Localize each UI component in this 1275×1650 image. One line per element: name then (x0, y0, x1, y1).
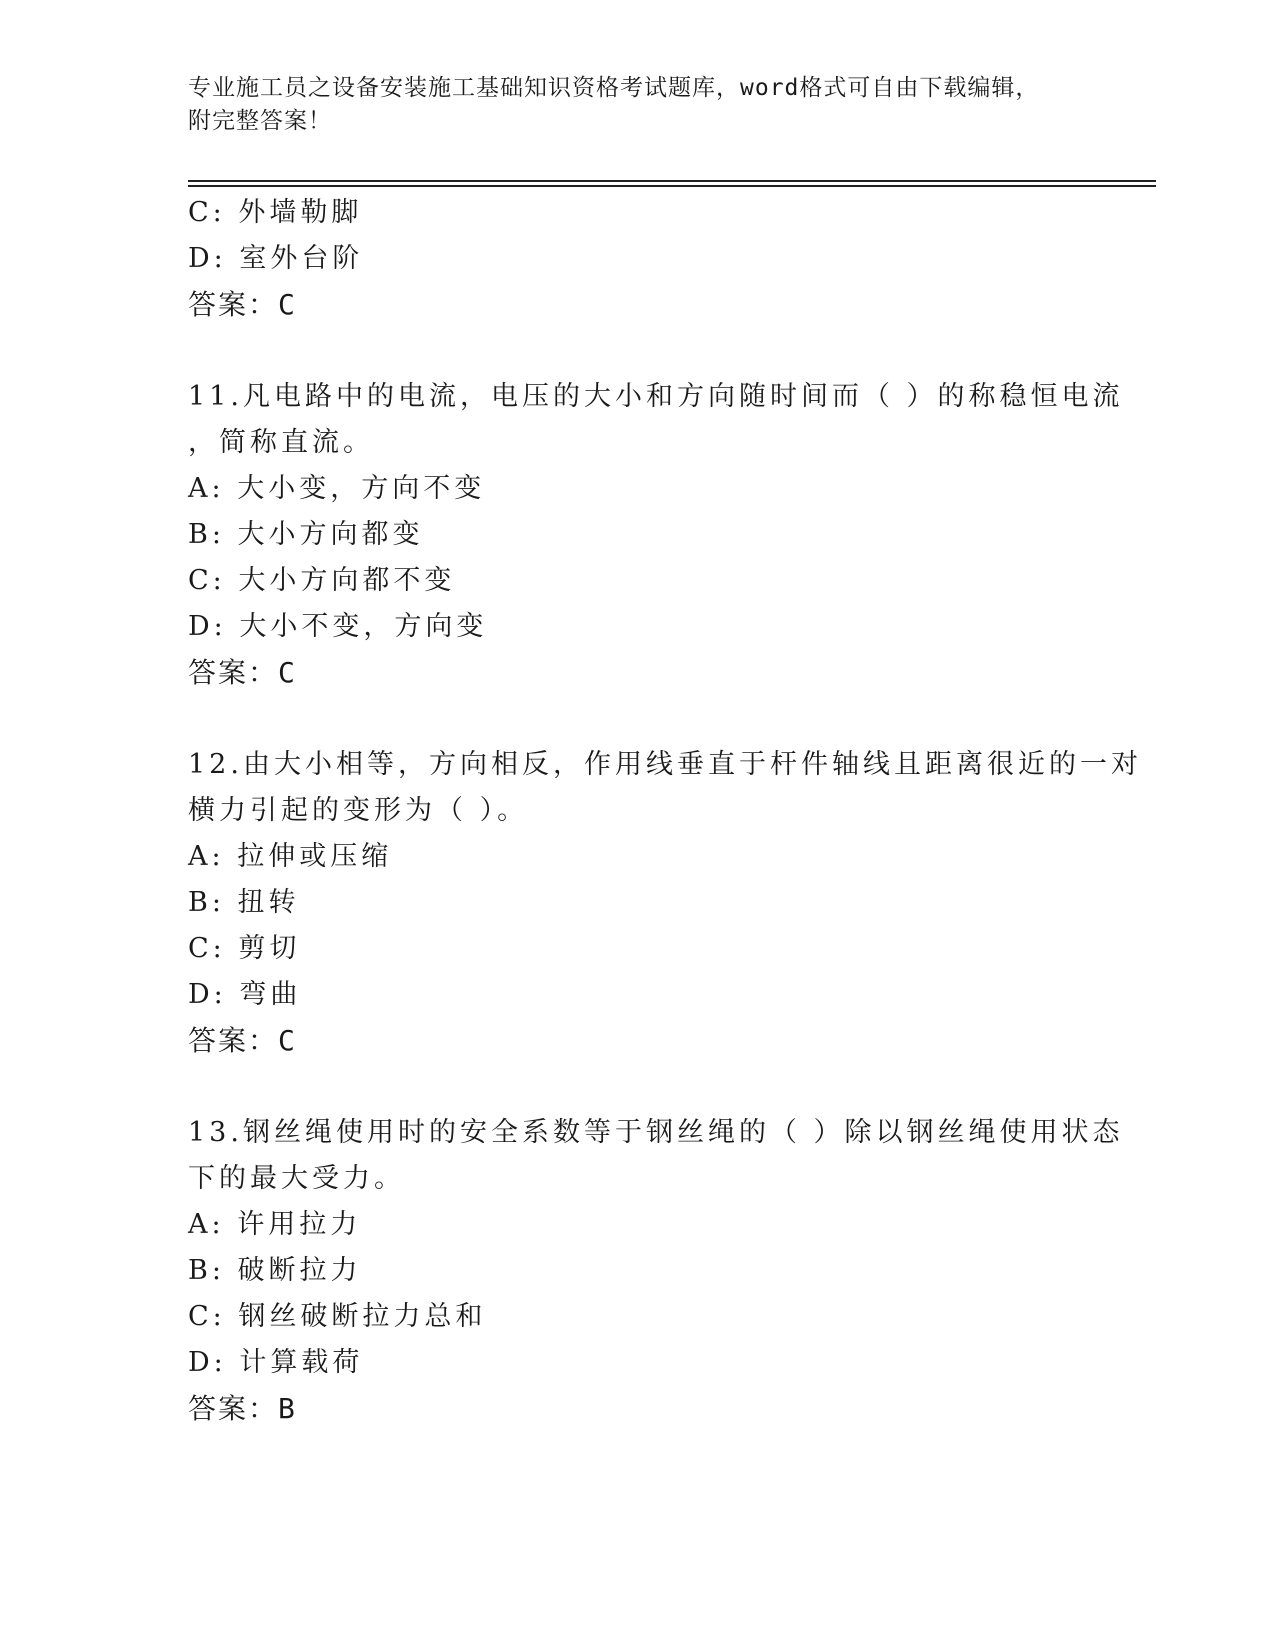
option-c: C: 外墙勒脚 (188, 197, 363, 228)
answer-value: C (278, 656, 297, 689)
question-stem-line-2: 下的最大受力。 (188, 1163, 405, 1194)
question-number: 13. (188, 1117, 243, 1148)
question-11 (188, 374, 1148, 696)
option-d: D: 计算载荷 (188, 1347, 364, 1378)
question-stem-line-2: ，简称直流。 (188, 427, 374, 458)
document-body (188, 190, 1148, 1432)
answer-line: 答案：B (188, 1392, 297, 1425)
option-b: B: 破断拉力 (188, 1255, 362, 1286)
answer-value: C (278, 1024, 297, 1057)
option-b: B: 大小方向都变 (188, 519, 424, 550)
question-12 (188, 742, 1148, 1064)
option-a: A: 拉伸或压缩 (188, 841, 393, 872)
header-line-1: 专业施工员之设备安装施工基础知识资格考试题库，word格式可自由下载编辑， (188, 75, 1040, 101)
option-d: D: 室外台阶 (188, 243, 364, 274)
option-c: C: 大小方向都不变 (188, 565, 456, 596)
option-a: A: 大小变，方向不变 (188, 473, 486, 504)
question-stem-line-2: 横力引起的变形为（ ）。 (188, 795, 529, 826)
answer-value: B (278, 1392, 297, 1425)
question-stem-line-1: 12.由大小相等，方向相反，作用线垂直于杆件轴线且距离很近的一对 (188, 749, 1142, 780)
answer-value: C (278, 288, 297, 321)
option-c: C: 剪切 (188, 933, 301, 964)
header-divider-bottom (188, 185, 1156, 187)
option-d: D: 大小不变，方向变 (188, 611, 488, 642)
header-divider-top (188, 180, 1156, 182)
option-d: D: 弯曲 (188, 979, 302, 1010)
answer-line: 答案：C (188, 656, 297, 689)
question-number: 12. (188, 749, 243, 780)
option-c: C: 钢丝破断拉力总和 (188, 1301, 487, 1332)
answer-line: 答案：C (188, 288, 297, 321)
question-13 (188, 1110, 1148, 1432)
question-stem-line-1: 11.凡电路中的电流，电压的大小和方向随时间而（ ）的称稳恒电流 (188, 381, 1124, 412)
answer-line: 答案：C (188, 1024, 297, 1057)
option-b: B: 扭转 (188, 887, 300, 918)
question-number: 11. (188, 381, 243, 412)
question-stem-line-1: 13.钢丝绳使用时的安全系数等于钢丝绳的（ ）除以钢丝绳使用状态 (188, 1117, 1124, 1148)
partial-question (188, 190, 1148, 328)
option-a: A: 许用拉力 (188, 1209, 362, 1240)
header-line-2: 附完整答案！ (188, 108, 332, 134)
document-header (188, 72, 1088, 138)
